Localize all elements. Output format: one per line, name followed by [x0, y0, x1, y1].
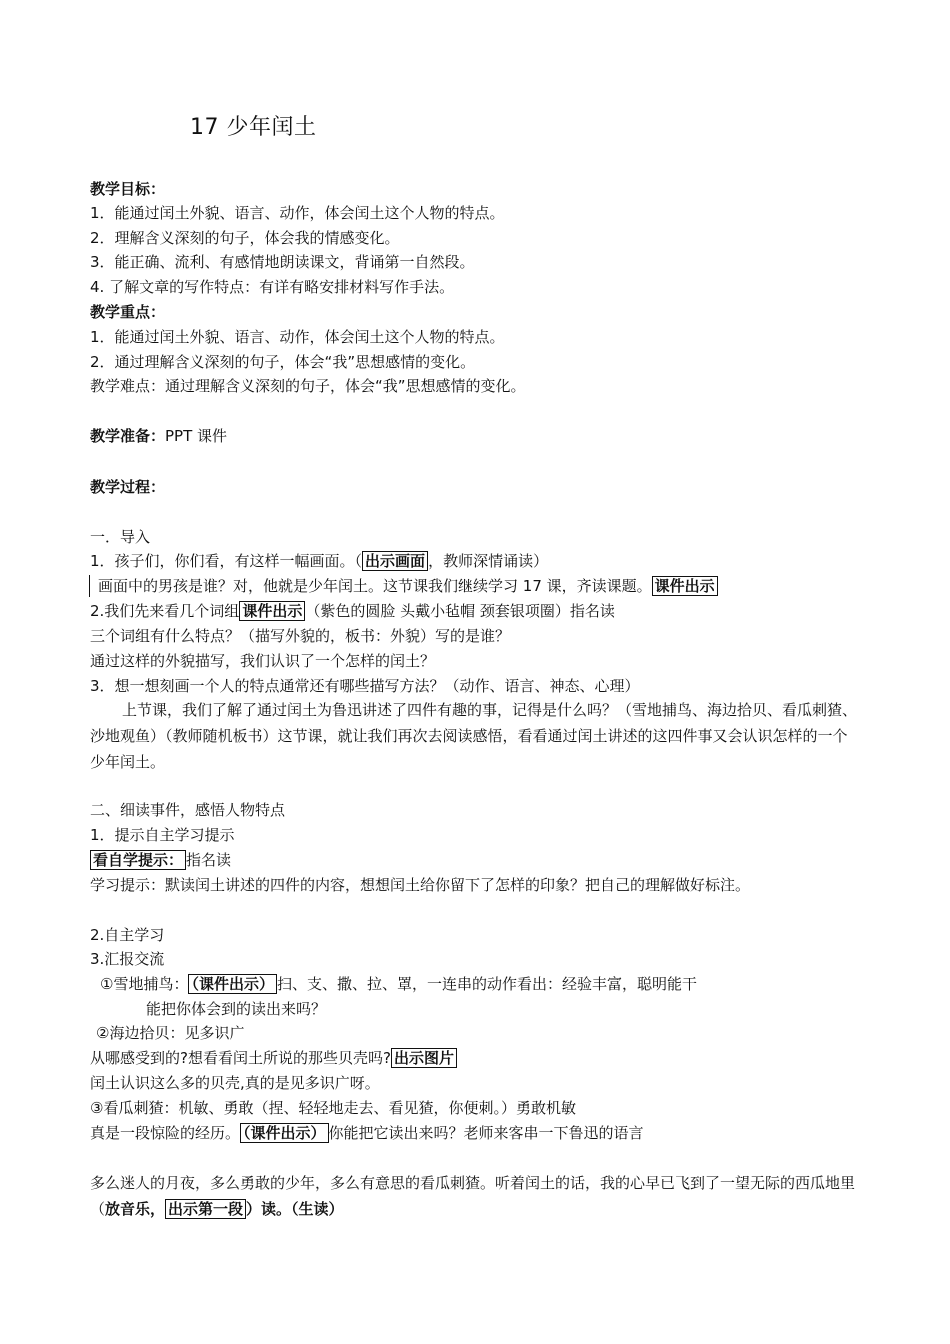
final-paragraph — [90, 1170, 860, 1222]
event-1 — [100, 973, 697, 995]
goal-item: 2．理解含义深刻的句子，体会我的情感变化。 — [90, 229, 400, 247]
section-1-line — [90, 550, 548, 572]
prep-value: PPT 课件 — [165, 427, 228, 445]
text: ，教师深情诵读） — [428, 552, 549, 570]
margin-bar — [89, 575, 90, 597]
process-heading: 教学过程： — [90, 478, 166, 496]
section-2-line: 1．提示自主学习提示 — [90, 826, 235, 844]
boxed-note: 课件出示 — [652, 576, 718, 596]
text: 从哪感受到的?想看看闰土所说的那些贝壳吗? — [90, 1049, 391, 1067]
event-3-question — [90, 1122, 644, 1144]
section-2-line: 2.自主学习 — [90, 926, 165, 944]
section-1-heading: 一．导入 — [90, 528, 151, 546]
event-2-question — [90, 1047, 457, 1069]
goal-item: 4. 了解文章的写作特点：有详有略安排材料写作手法。 — [90, 278, 455, 296]
section-2-line: 学习提示：默读闰土讲述的四件的内容，想想闰土给你留下了怎样的印象？把自己的理解做好标注。 — [90, 876, 751, 894]
difficulty-line: 教学难点：通过理解含义深刻的句子，体会“我”思想感情的变化。 — [90, 377, 526, 395]
section-1-line — [98, 575, 718, 597]
boxed-note: 出示画面 — [362, 551, 428, 571]
text: 1．孩子们，你们看，有这样一幅画面。（ — [90, 552, 363, 570]
event-3: ③看瓜刺猹：机敏、勇敢（捏、轻轻地走去、看见猹，你便刺。）勇敢机敏 — [90, 1099, 576, 1117]
focus-item: 2．通过理解含义深刻的句子，体会“我”思想感情的变化。 — [90, 353, 476, 371]
text: 2.我们先来看几个词组 — [90, 602, 240, 620]
text: ①雪地捕鸟： — [100, 975, 189, 993]
text: 扫、支、撒、拉、罩，一连串的动作看出：经验丰富，聪明能干 — [276, 975, 697, 993]
boxed-note: （课件出示） — [240, 1123, 329, 1143]
section-1-line — [90, 600, 615, 622]
section-1-line: 三个词组有什么特点？（描写外貌的，板书：外貌）写的是谁？ — [90, 627, 511, 645]
focus-item: 1．能通过闰土外貌、语言、动作，体会闰土这个人物的特点。 — [90, 328, 505, 346]
event-1-question: 能把你体会到的读出来吗？ — [146, 1000, 327, 1018]
text: 画面中的男孩是谁？对，他就是少年闰土。这节课我们继续学习 17 课，齐读课题。 — [98, 577, 652, 595]
text: ）读。（生读） — [246, 1200, 344, 1218]
section-2-line: 3.汇报交流 — [90, 950, 165, 968]
boxed-note: 出示第一段 — [165, 1199, 246, 1219]
section-1-line: 3．想一想刻画一个人的特点通常还有哪些描写方法？（动作、语言、神态、心理） — [90, 677, 640, 695]
focus-heading: 教学重点： — [90, 303, 166, 321]
page-title: 17 少年闰土 — [190, 115, 317, 140]
text: （紫色的圆脸 头戴小毡帽 颈套银项圈）指名读 — [305, 602, 615, 620]
section-2-line — [90, 849, 231, 871]
prep-line — [90, 425, 227, 447]
text: 多么迷人的月夜，多么勇敢的少年，多么有意思的看瓜刺猹。听着闰土的话，我的心早已飞到了一望无际的西瓜地里（ — [90, 1174, 856, 1218]
section-2-heading: 二、细读事件，感悟人物特点 — [90, 801, 286, 819]
event-2: ②海边拾贝：见多识广 — [96, 1024, 245, 1042]
section-1-line: 通过这样的外貌描写，我们认识了一个怎样的闰土？ — [90, 652, 436, 670]
boxed-note: （课件出示） — [188, 974, 277, 994]
text: 真是一段惊险的经历。 — [90, 1124, 241, 1142]
text: 指名读 — [186, 851, 232, 869]
boxed-note: 课件出示 — [239, 601, 305, 621]
goal-item: 3．能正确、流利、有感情地朗读课文，背诵第一自然段。 — [90, 253, 475, 271]
section-1-paragraph: 上节课，我们了解了通过闰土为鲁迅讲述了四件有趣的事，记得是什么吗？（雪地捕鸟、海边拾贝、看瓜刺猹、沙地观鱼）（教师随机板书）这节课，就让我们再次去阅读感悟，看看通过闰土讲述的这四件事又会认识怎样的一个少年闰土。 — [90, 701, 858, 771]
text: 放音乐， — [105, 1200, 166, 1218]
goal-item: 1．能通过闰土外貌、语言、动作，体会闰土这个人物的特点。 — [90, 204, 505, 222]
boxed-note: 看自学提示： — [90, 850, 186, 870]
text: 你能把它读出来吗？老师来客串一下鲁迅的语言 — [328, 1124, 644, 1142]
event-2-remark: 闰土认识这么多的贝壳,真的是见多识广呀。 — [90, 1074, 380, 1092]
prep-label: 教学准备： — [90, 427, 166, 445]
boxed-note: 出示图片 — [391, 1048, 457, 1068]
goals-heading: 教学目标： — [90, 180, 166, 198]
